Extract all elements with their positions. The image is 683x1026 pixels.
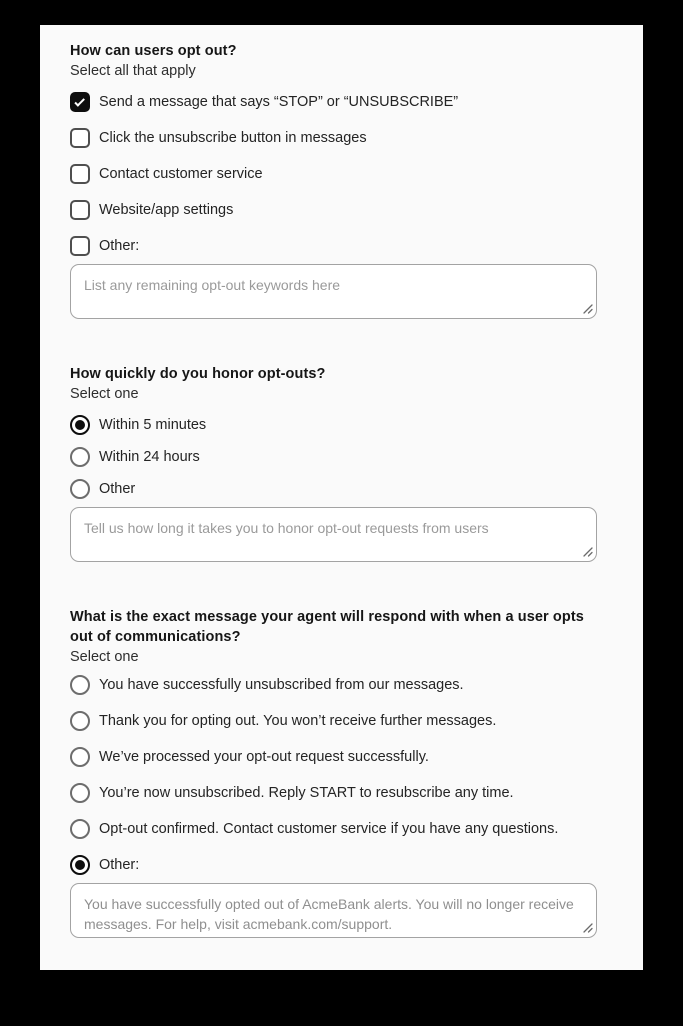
radio-button[interactable] [70,783,90,803]
section-title: What is the exact message your agent will respond with when a user opts out of communications? [70,609,584,645]
option-label: Other: [99,857,140,873]
option-label: Opt-out confirmed. Contact customer service if you have any questions. [99,821,559,837]
radio-button[interactable] [70,747,90,767]
option-label: We’ve processed your opt-out request successfully. [99,749,429,765]
radio-option-row[interactable] [70,675,597,695]
section-subtitle: Select one [70,386,139,402]
check-icon [74,96,85,107]
radio-button[interactable] [70,415,90,435]
opt-out-keywords-textarea[interactable] [70,264,597,319]
radio-button[interactable] [70,711,90,731]
option-label: Within 5 minutes [99,417,207,433]
section-opt-out-response [70,607,597,938]
resize-handle-icon[interactable] [583,923,593,933]
textarea-wrap [70,507,597,562]
section-title: How quickly do you honor opt-outs? [70,366,326,382]
resize-handle-icon[interactable] [583,304,593,314]
checkbox-option-row[interactable] [70,200,597,220]
radio-option-row[interactable] [70,479,597,499]
option-label: Website/app settings [99,202,234,218]
checkbox[interactable] [70,164,90,184]
checkbox[interactable] [70,236,90,256]
checkbox[interactable] [70,92,90,112]
textarea-wrap [70,264,597,319]
option-label: You’re now unsubscribed. Reply START to resubscribe any time. [99,785,514,801]
radio-dot-icon [75,420,85,430]
option-label: You have successfully unsubscribed from our messages. [99,677,464,693]
radio-button[interactable] [70,447,90,467]
checkbox[interactable] [70,200,90,220]
option-label: Click the unsubscribe button in messages [99,130,367,146]
option-label: Other [99,481,136,497]
textarea-wrap [70,883,597,938]
section-opt-out-speed [70,364,597,562]
checkbox-option-row[interactable] [70,92,597,112]
section-title: How can users opt out? [70,43,237,59]
section-subtitle: Select all that apply [70,63,196,79]
resize-handle-icon[interactable] [583,547,593,557]
radio-option-row[interactable] [70,819,597,839]
option-label: Contact customer service [99,166,263,182]
option-label: Thank you for opting out. You won’t receive further messages. [99,713,497,729]
option-label: Other: [99,238,140,254]
radio-option-row[interactable] [70,747,597,767]
radio-option-row[interactable] [70,447,597,467]
checkbox-option-row[interactable] [70,128,597,148]
radio-option-row[interactable] [70,783,597,803]
section-opt-out-methods [70,41,597,319]
radio-button[interactable] [70,855,90,875]
radio-button[interactable] [70,479,90,499]
checkbox[interactable] [70,128,90,148]
section-subtitle: Select one [70,649,139,665]
radio-option-row[interactable] [70,855,597,875]
checkbox-option-row[interactable] [70,164,597,184]
option-label: Within 24 hours [99,449,200,465]
checkbox-option-row[interactable] [70,236,597,256]
form-card [40,25,643,970]
option-label: Send a message that says “STOP” or “UNSUBSCRIBE” [99,94,459,110]
opt-out-honor-time-textarea[interactable] [70,507,597,562]
radio-dot-icon [75,860,85,870]
radio-option-row[interactable] [70,711,597,731]
radio-option-row[interactable] [70,415,597,435]
radio-button[interactable] [70,819,90,839]
opt-out-response-textarea[interactable] [70,883,597,938]
radio-button[interactable] [70,675,90,695]
